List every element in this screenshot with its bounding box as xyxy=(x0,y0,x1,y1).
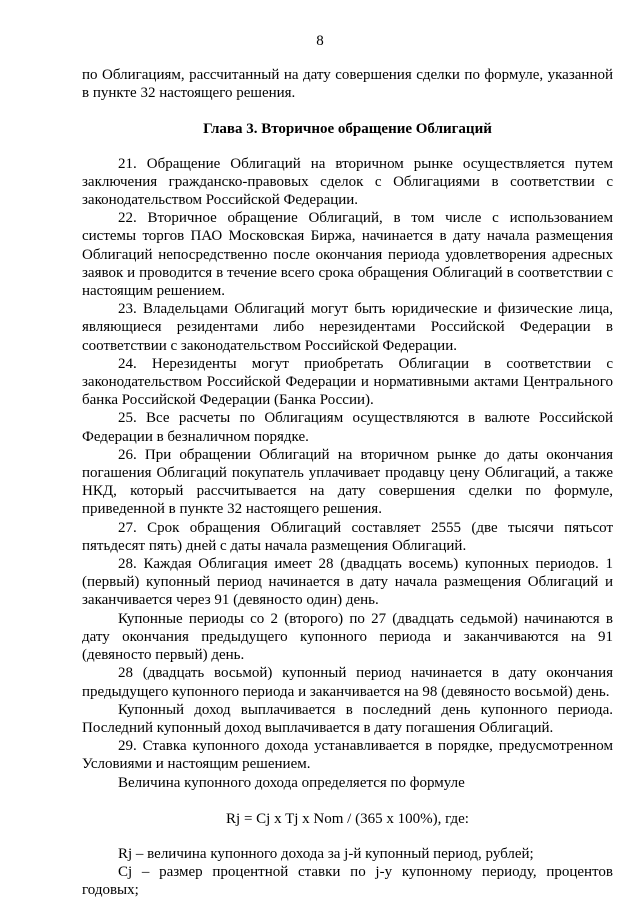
paragraph-coupon-income: Купонный доход выплачивается в последний день купонного периода. Последний купонный доход выплачивается в дату погашения Облигаций. xyxy=(82,701,613,736)
paragraph-28: 28. Каждая Облигация имеет 28 (двадцать восемь) купонных периодов. 1 (первый) купонный период начинается в дату начала размещения Облигаций и заканчивается через 91 (девяносто один) день. xyxy=(82,556,613,609)
paragraph-coupon-periods: Купонные периоды со 2 (второго) по 27 (двадцать седьмой) начинаются в дату окончания предыдущего купонного периода и заканчиваются на 91 (девяносто первый) день. xyxy=(82,610,613,664)
paragraph-21: 21. Обращение Облигаций на вторичном рынке осуществляется путем заключения гражданско-правовых сделок с Облигациями в соответствии с законодательством Российской Федерации. xyxy=(82,155,613,209)
definition-rj: Rj – величина купонного дохода за j-й купонный период, рублей; xyxy=(118,845,534,862)
document-body xyxy=(82,66,613,900)
paragraph-coupon-28: 28 (двадцать восьмой) купонный период начинается в дату окончания предыдущего купонного периода и заканчивается на 98 (девяносто восьмой) день. xyxy=(82,665,613,700)
paragraph-continuation: по Облигациям, рассчитанный на дату совершения сделки по формуле, указанной в пункте 32 настоящего решения. xyxy=(82,67,613,102)
chapter-heading: Глава 3. Вторичное обращение Облигаций xyxy=(203,121,492,138)
paragraph-25: 25. Все расчеты по Облигациям осуществляются в валюте Российской Федерации в безналичном порядке. xyxy=(82,410,613,445)
paragraph-27: 27. Срок обращения Облигаций составляет 2555 (две тысячи пятьсот пятьдесят пять) дней с даты начала размещения Облигаций. xyxy=(82,519,613,554)
page-number: 8 xyxy=(316,33,324,49)
paragraph-23: 23. Владельцами Облигаций могут быть юридические и физические лица, являющиеся резидентами либо нерезидентами Российской Федерации в соответствии с законодательством Российской Федерации. xyxy=(82,301,613,354)
paragraph-29: 29. Ставка купонного дохода устанавливается в порядке, предусмотренном Условиями и настоящим решением. xyxy=(82,738,613,773)
definition-cj: Cj – размер процентной ставки по j-у купонному периоду, процентов годовых; xyxy=(82,864,613,899)
paragraph-22: 22. Вторичное обращение Облигаций, в том числе с использованием системы торгов ПАО Московская Биржа, начинается в дату начала размещения Облигаций непосредственно после окончания периода удовлетворения адресных заявок и проводится в течение всего срока обращения Облигаций в соответствии с настоящим решением. xyxy=(82,210,613,300)
paragraph-formula-intro: Величина купонного дохода определяется по формуле xyxy=(118,774,465,791)
paragraph-24: 24. Нерезиденты могут приобретать Облигации в соответствии с законодательством Российской Федерации и нормативными актами Центрального банка Российской Федерации (Банка России). xyxy=(82,355,613,409)
paragraph-26: 26. При обращении Облигаций на вторичном рынке до даты окончания погашения Облигаций покупатель уплачивает продавцу цену Облигаций, а также НКД, который рассчитывается на дату совершения сделки по формуле, приведенной в пункте 32 настоящего решения. xyxy=(82,446,613,518)
coupon-formula: Rj = Cj x Tj x Nom / (365 x 100%), где: xyxy=(226,810,469,827)
